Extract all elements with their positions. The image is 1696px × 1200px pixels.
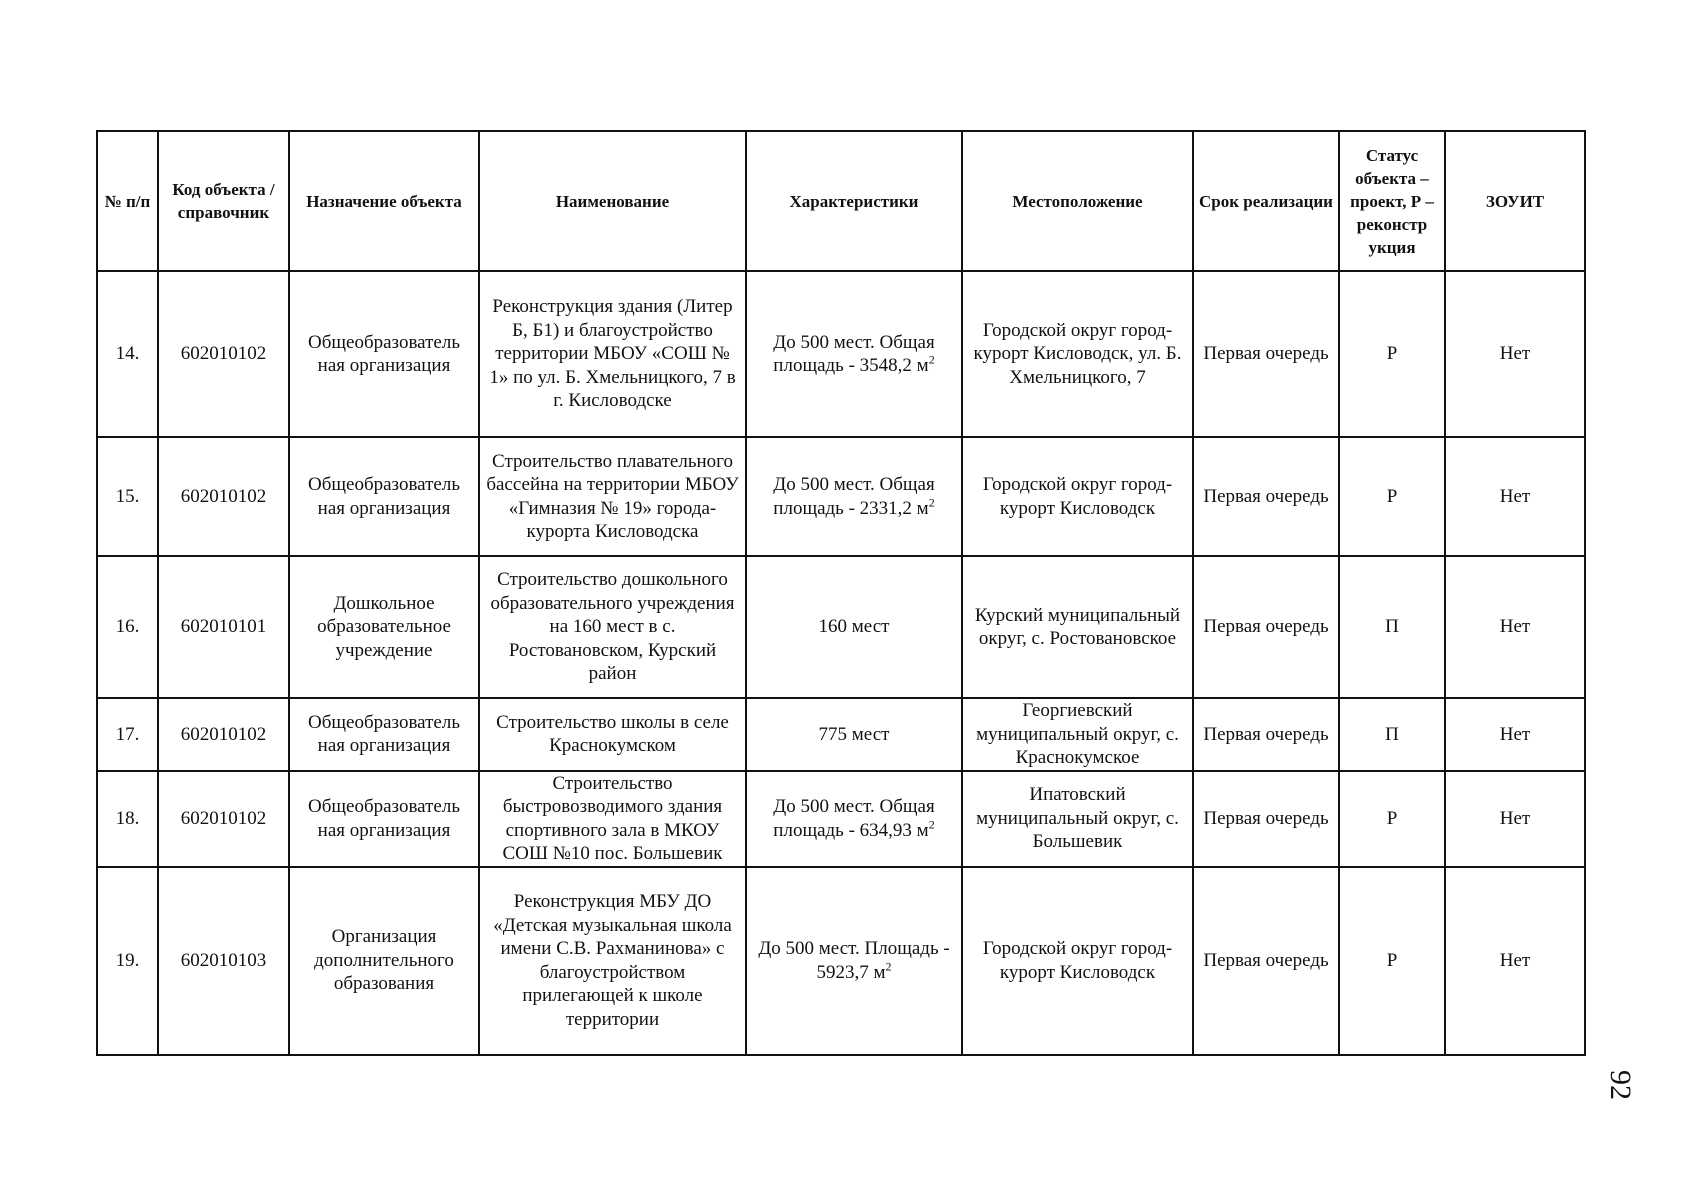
cell-characteristics — [746, 771, 962, 867]
cell-term: Первая очередь — [1193, 437, 1339, 556]
cell-characteristics — [746, 867, 962, 1055]
header-zouit: ЗОУИТ — [1445, 131, 1585, 271]
cell-name: Строительство быстровозводимого здания спортивного зала в МКОУ СОШ №10 пос. Большевик — [479, 771, 746, 867]
table-header-row — [97, 131, 1585, 271]
header-number: № п/п — [97, 131, 158, 271]
cell-term: Первая очередь — [1193, 771, 1339, 867]
characteristics-text: До 500 мест. Общая площадь - 2331,2 м — [773, 474, 935, 519]
header-status: Статус объекта – проект, Р – реконстр укция — [1339, 131, 1445, 271]
cell-characteristics — [746, 437, 962, 556]
cell-purpose: Общеобразователь ная организация — [289, 771, 479, 867]
cell-name: Строительство дошкольного образовательного учреждения на 160 мест в с. Ростовановском, Курский район — [479, 556, 746, 698]
cell-purpose: Общеобразователь ная организация — [289, 271, 479, 437]
header-object-code: Код объекта / справочник — [158, 131, 289, 271]
cell-name: Строительство плавательного бассейна на территории МБОУ «Гимназия № 19» города-курорта Кисловодска — [479, 437, 746, 556]
cell-code: 602010102 — [158, 437, 289, 556]
table-row — [97, 556, 1585, 698]
unit-superscript: 2 — [928, 817, 935, 832]
cell-number: 16. — [97, 556, 158, 698]
characteristics-text: 160 мест — [818, 616, 890, 638]
cell-name: Реконструкция МБУ ДО «Детская музыкальная школа имени С.В. Рахманинова» с благоустройством прилегающей к школе территории — [479, 867, 746, 1055]
header-purpose: Назначение объекта — [289, 131, 479, 271]
cell-zouit: Нет — [1445, 556, 1585, 698]
cell-status: П — [1339, 698, 1445, 771]
cell-location: Курский муниципальный округ, с. Ростовановское — [962, 556, 1193, 698]
cell-characteristics — [746, 698, 962, 771]
cell-name: Строительство школы в селе Краснокумском — [479, 698, 746, 771]
unit-superscript: 2 — [928, 352, 935, 367]
cell-number: 19. — [97, 867, 158, 1055]
cell-zouit: Нет — [1445, 271, 1585, 437]
cell-characteristics — [746, 271, 962, 437]
cell-term: Первая очередь — [1193, 698, 1339, 771]
cell-zouit: Нет — [1445, 698, 1585, 771]
table-row — [97, 867, 1585, 1055]
cell-purpose: Общеобразователь ная организация — [289, 437, 479, 556]
cell-number: 15. — [97, 437, 158, 556]
cell-characteristics — [746, 556, 962, 698]
unit-superscript: 2 — [928, 495, 935, 510]
cell-code: 602010101 — [158, 556, 289, 698]
cell-term: Первая очередь — [1193, 271, 1339, 437]
unit-superscript: 2 — [885, 959, 892, 974]
characteristics-text: До 500 мест. Площадь - 5923,7 м — [758, 938, 950, 983]
table-row — [97, 437, 1585, 556]
cell-term: Первая очередь — [1193, 556, 1339, 698]
cell-purpose: Общеобразователь ная организация — [289, 698, 479, 771]
cell-zouit: Нет — [1445, 437, 1585, 556]
characteristics-text: До 500 мест. Общая площадь - 634,93 м — [773, 796, 935, 841]
cell-purpose: Организация дополнительного образования — [289, 867, 479, 1055]
page-number: 92 — [1604, 1070, 1637, 1100]
cell-status: Р — [1339, 271, 1445, 437]
characteristics-text: 775 мест — [818, 723, 890, 745]
cell-code: 602010102 — [158, 771, 289, 867]
cell-number: 17. — [97, 698, 158, 771]
characteristics-text: До 500 мест. Общая площадь - 3548,2 м — [773, 331, 935, 376]
cell-status: Р — [1339, 437, 1445, 556]
cell-zouit: Нет — [1445, 867, 1585, 1055]
cell-location: Городской округ город-курорт Кисловодск — [962, 867, 1193, 1055]
table-row — [97, 698, 1585, 771]
table-row — [97, 271, 1585, 437]
cell-location: Городской округ город-курорт Кисловодск, ул. Б. Хмельницкого, 7 — [962, 271, 1193, 437]
cell-term: Первая очередь — [1193, 867, 1339, 1055]
objects-table — [96, 130, 1586, 1056]
cell-location: Георгиевский муниципальный округ, с. Краснокумское — [962, 698, 1193, 771]
header-name: Наименование — [479, 131, 746, 271]
header-term: Срок реализации — [1193, 131, 1339, 271]
cell-status: Р — [1339, 867, 1445, 1055]
cell-name: Реконструкция здания (Литер Б, Б1) и благоустройство территории МБОУ «СОШ № 1» по ул. Б. Хмельницкого, 7 в г. Кисловодске — [479, 271, 746, 437]
cell-number: 18. — [97, 771, 158, 867]
cell-code: 602010103 — [158, 867, 289, 1055]
cell-code: 602010102 — [158, 698, 289, 771]
header-location: Местоположение — [962, 131, 1193, 271]
cell-number: 14. — [97, 271, 158, 437]
table-row — [97, 771, 1585, 867]
cell-location: Городской округ город-курорт Кисловодск — [962, 437, 1193, 556]
cell-zouit: Нет — [1445, 771, 1585, 867]
header-characteristics: Характеристики — [746, 131, 962, 271]
cell-status: Р — [1339, 771, 1445, 867]
cell-code: 602010102 — [158, 271, 289, 437]
cell-purpose: Дошкольное образовательное учреждение — [289, 556, 479, 698]
cell-status: П — [1339, 556, 1445, 698]
cell-location: Ипатовский муниципальный округ, с. Большевик — [962, 771, 1193, 867]
